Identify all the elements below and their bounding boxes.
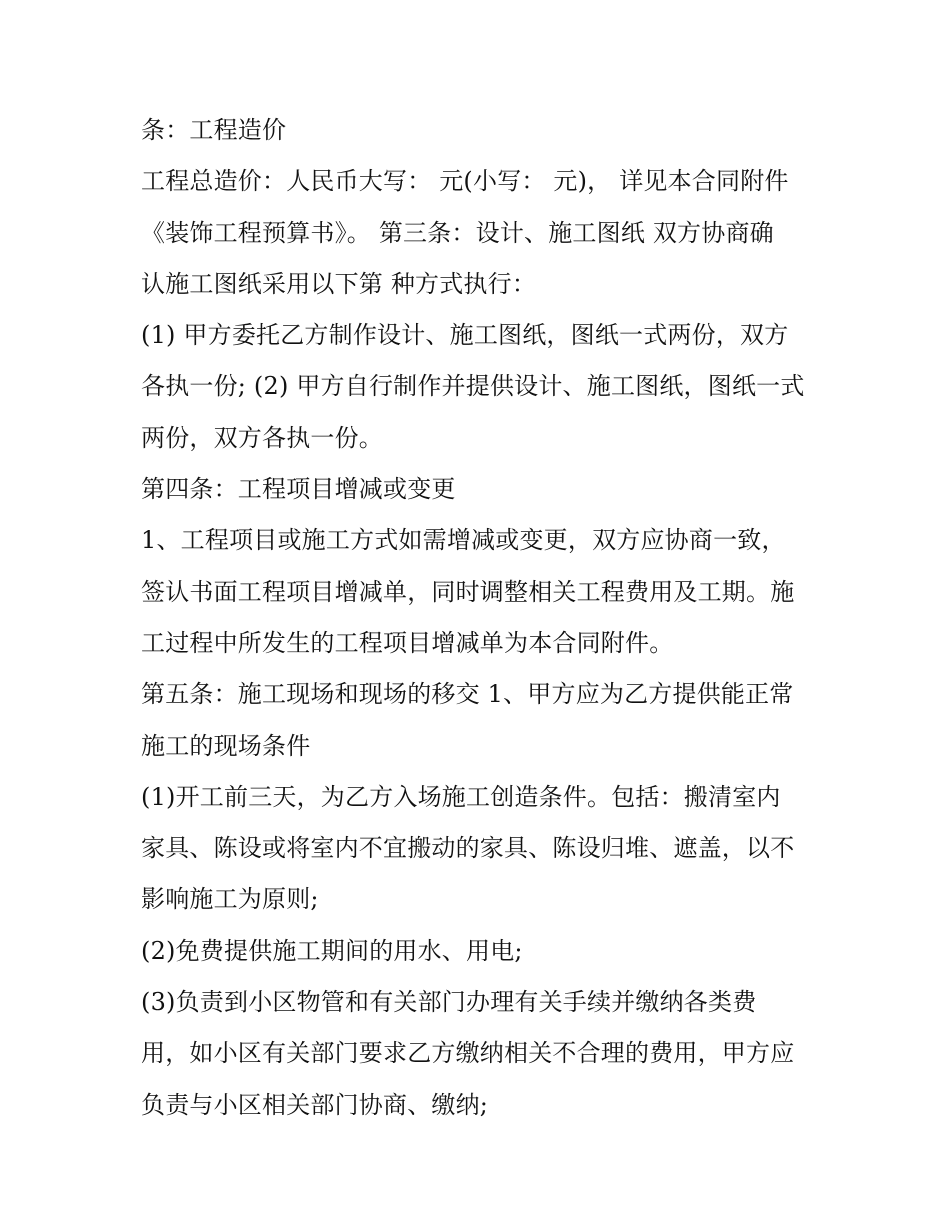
text-line: (1) 甲方委托乙方制作设计、施工图纸，图纸一式两份，双方 [141,321,789,350]
text-line: (3)负责到小区物管和有关部门办理有关手续并缴纳各类费 [141,988,757,1017]
text-line: (2)免费提供施工期间的用水、用电; [141,936,523,965]
text-line: 工过程中所发生的工程项目增减单为本合同附件。 [141,628,674,657]
text-line: 工程总造价：人民币大写： 元(小写： 元)， 详见本合同附件 [141,167,789,196]
text-line: 各执一份; (2) 甲方自行制作并提供设计、施工图纸，图纸一式 [141,372,805,401]
text-line: 影响施工为原则; [141,885,319,914]
text-line: 负责与小区相关部门协商、缴纳; [141,1090,489,1119]
text-line: 1、工程项目或施工方式如需增减或变更，双方应协商一致， [141,526,786,555]
text-line: 签认书面工程项目增减单，同时调整相关工程费用及工期。施 [141,577,795,606]
text-line: (1)开工前三天，为乙方入场施工创造条件。包括：搬清室内 [141,782,781,811]
text-line: 条：工程造价 [141,116,287,144]
text-line: 家具、陈设或将室内不宜搬动的家具、陈设归堆、遮盖，以不 [141,834,795,863]
text-line: 《装饰工程预算书》。 第三条：设计、施工图纸 双方协商确 [141,218,774,247]
text-line: 用，如小区有关部门要求乙方缴纳相关不合理的费用，甲方应 [141,1039,795,1068]
text-line: 两份，双方各执一份。 [141,423,383,452]
text-line: 认施工图纸采用以下第 种方式执行： [141,269,537,298]
section-heading: 第五条：施工现场和现场的移交 1、甲方应为乙方提供能正常 [141,680,794,709]
text-line: 施工的现场条件 [141,731,311,760]
section-heading: 第四条：工程项目增减或变更 [141,475,456,504]
contract-text-body [141,110,821,1136]
